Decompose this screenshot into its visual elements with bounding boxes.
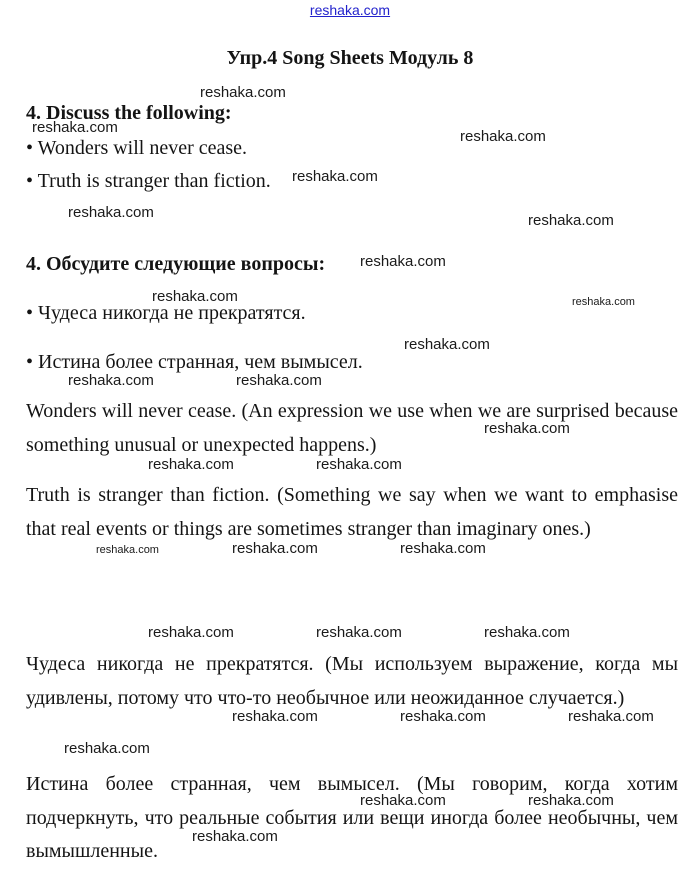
english-bullet-1: • Wonders will never cease. bbox=[26, 137, 248, 159]
watermark: reshaka.com bbox=[32, 119, 118, 136]
watermark: reshaka.com bbox=[484, 420, 570, 437]
site-link[interactable]: reshaka.com bbox=[309, 2, 391, 18]
answer-paragraph-2: Truth is stranger than fiction. (Something we say when we want to emphasise that real events or things are sometimes stranger than imaginary ones.) bbox=[26, 484, 678, 540]
watermark: reshaka.com bbox=[68, 372, 154, 389]
watermark: reshaka.com bbox=[528, 212, 614, 229]
answer-paragraph-1: Wonders will never cease. (An expression we use when we are surprised because something unusual or unexpected happens.) bbox=[26, 400, 678, 456]
watermark: reshaka.com bbox=[316, 456, 402, 473]
watermark: reshaka.com bbox=[192, 828, 278, 845]
watermark: reshaka.com bbox=[484, 624, 570, 641]
answer-paragraph-4: Истина более странная, чем вымысел. (Мы говорим, когда хотим подчеркнуть, что реальные события или вещи иногда более необычны, чем вымышленные. bbox=[26, 773, 678, 862]
russian-bullet-2: • Истина более странная, чем вымысел. bbox=[26, 351, 363, 373]
watermark: reshaka.com bbox=[148, 456, 234, 473]
english-heading: 4. Discuss the following: bbox=[26, 102, 232, 124]
answer-paragraph-3: Чудеса никогда не прекратятся. (Мы используем выражение, когда мы удивлены, потому что что-то необычное или неожиданное случается.) bbox=[26, 653, 678, 709]
watermark: reshaka.com bbox=[316, 624, 402, 641]
watermark: reshaka.com bbox=[400, 708, 486, 725]
watermark: reshaka.com bbox=[292, 168, 378, 185]
watermark: reshaka.com bbox=[68, 204, 154, 221]
watermark: reshaka.com bbox=[400, 540, 486, 557]
watermark: reshaka.com bbox=[360, 792, 446, 809]
watermark: reshaka.com bbox=[148, 624, 234, 641]
watermark: reshaka.com bbox=[528, 792, 614, 809]
watermark: reshaka.com bbox=[96, 544, 159, 556]
watermark: reshaka.com bbox=[232, 540, 318, 557]
english-bullet-2: • Truth is stranger than fiction. bbox=[26, 170, 271, 192]
watermark: reshaka.com bbox=[568, 708, 654, 725]
watermark: reshaka.com bbox=[200, 84, 286, 101]
russian-bullet-1: • Чудеса никогда не прекратятся. bbox=[26, 302, 306, 324]
page-title: Упр.4 Song Sheets Модуль 8 bbox=[226, 47, 474, 69]
watermark: reshaka.com bbox=[360, 253, 446, 270]
watermark: reshaka.com bbox=[404, 336, 490, 353]
watermark: reshaka.com bbox=[236, 372, 322, 389]
watermark: reshaka.com bbox=[572, 296, 635, 308]
watermark: reshaka.com bbox=[232, 708, 318, 725]
watermark: reshaka.com bbox=[152, 288, 238, 305]
watermark: reshaka.com bbox=[64, 740, 150, 757]
russian-heading: 4. Обсудите следующие вопросы: bbox=[26, 253, 326, 275]
watermark: reshaka.com bbox=[460, 128, 546, 145]
